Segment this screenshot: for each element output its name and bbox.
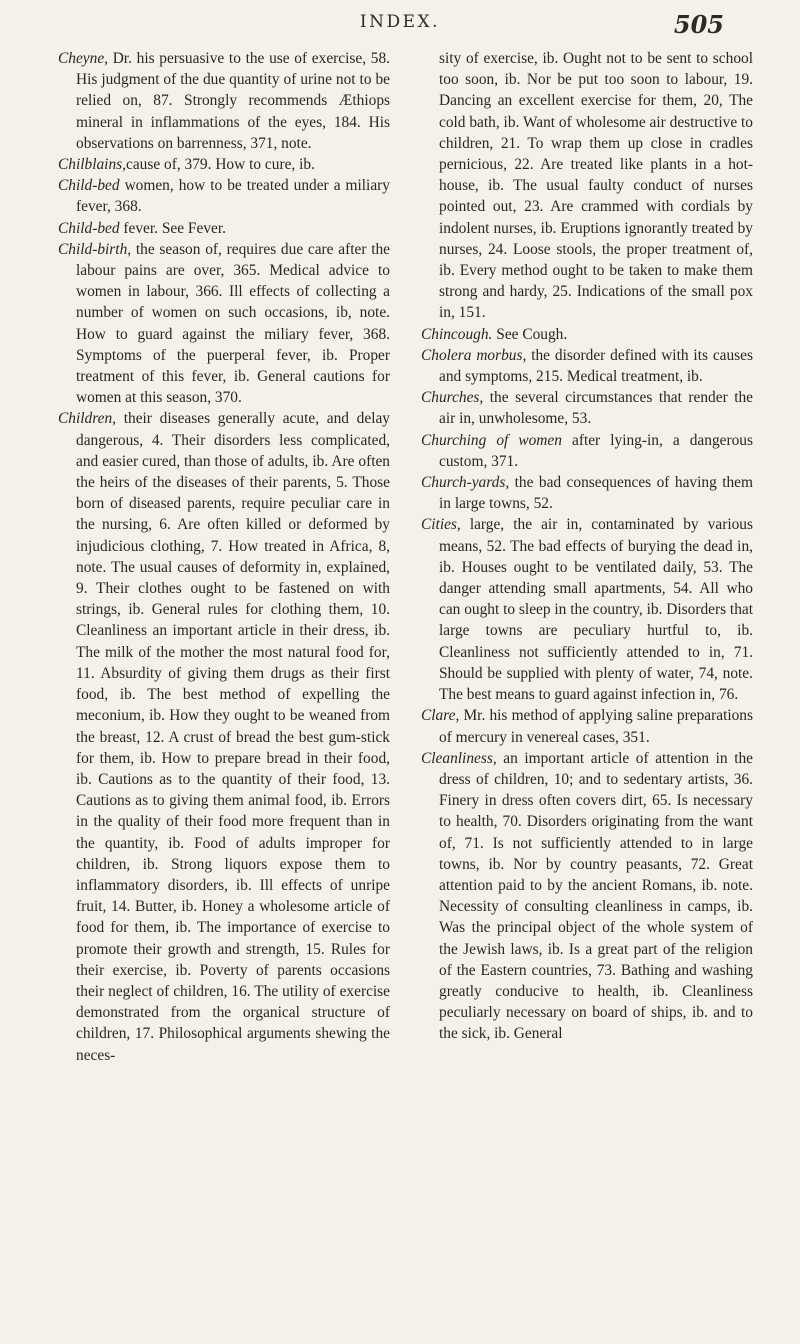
entry-term: Cheyne,	[58, 50, 108, 67]
entry-term: Chilblains,	[58, 156, 126, 174]
index-entry	[58, 154, 390, 175]
index-entry	[58, 218, 390, 239]
entry-text: women, how to be treated under a miliary fever, 368.	[76, 177, 390, 216]
index-entry	[421, 324, 753, 345]
entry-text: See Cough.	[492, 325, 568, 343]
entry-text: large, the air in, contaminated by various means, 52. The bad effects of burying the dead in, ib. Houses ought to be ventilated daily, 53. The danger attending small apartments, 54. All who can ought to sleep in the country, ib. Disorders that large towns are peculiary hurtful to, ib. Cleanliness not sufficiently attended to in, 71. Should be supplied with plenty of water, 74, note. The best means to guard against infection in, 76.	[439, 516, 754, 704]
index-entry	[421, 387, 753, 429]
entry-term: Child-bed	[58, 177, 120, 195]
entry-term: Cleanliness,	[421, 749, 497, 767]
index-entry	[58, 48, 390, 154]
running-head: INDEX.	[359, 12, 441, 32]
entry-text: cause of, 379. How to cure, ib.	[126, 156, 315, 174]
entry-term: Clare,	[421, 707, 460, 725]
entry-term: Cholera morbus,	[421, 346, 527, 364]
entry-term: Children,	[58, 410, 117, 428]
entry-term: Cities,	[421, 516, 461, 534]
entry-text: the several circumstances that render the air in, unwholesome, 53.	[439, 389, 753, 428]
index-entry	[58, 408, 390, 1065]
entry-text: after lying-in, a dangerous custom, 371.	[439, 431, 753, 470]
entry-text: the season of, requires due care after the labour pains are over, 365. Medical advice to women in labour, 366. Ill effects of collecting a number of women on such occasions, ib, note. How to guard against the miliary fever, 368. Symptoms of the puerperal fever, ib. Proper treatment of this fever, ib. General cautions for women at this season, 370.	[76, 240, 390, 407]
entry-term: Child-bed	[58, 219, 120, 237]
index-entry	[421, 345, 753, 387]
entry-text: the bad consequences of having them in large towns, 52.	[439, 474, 753, 513]
entry-text: the disorder defined with its causes and symptoms, 215. Medical treatment, ib.	[439, 346, 753, 386]
index-entry	[421, 514, 753, 705]
entry-term: Chincough.	[421, 325, 493, 343]
entry-term: Child-birth,	[58, 240, 132, 258]
entry-term: Churches,	[421, 389, 484, 407]
entry-text: their diseases generally acute, and delay dangerous, 4. Their disorders less complicated, and easier cured, than those of adults, ib. Are often the heirs of the diseases of their parents, 5. Those born of diseased parents, require peculiar care in the nursing, 6. Are often killed or deformed by injudicious clothing, 7. How treated in Africa, 8, note. The usual causes of deformity in, explained, 9. Their clothes ought to be fastened on with strings, ib. General rules for clothing them, 10. Cleanliness an important article in their dress, ib. The milk of the mother the most natural food for, 11. Absurdity of giving them drugs as their first food, ib. The best method of expelling the meconium, ib. How they ought to be weaned from the breast, 12. A crust of bread the best gum-stick for them, ib. How to prepare bread in their food, ib. Cautions as to the quantity of their food, 13. Cautions as to giving them animal food, ib. Errors in the quality of their food more frequent than in the quantity, ib. Food of adults improper for children, ib. Strong liquors expose them to inflammatory disorders, ib. Ill effects of unripe fruit, 14. Butter, ib. Honey a wholesome article of food for them, ib. The importance of exercise to promote their growth and strength, 15. Rules for their exercise, ib. Poverty of parents occasions their neglect of children, 16. The utility of exercise demonstrated from the organical structure of children, 17. Philosophical arguments shewing the neces-	[76, 410, 390, 1064]
index-entry	[421, 748, 753, 1045]
entry-term: Churching of women	[421, 431, 562, 449]
index-entry	[421, 705, 753, 747]
entry-text: sity of exercise, ib. Ought not to be sent to school too soon, ib. Nor be put too soon to labour, 19. Dancing an excellent exercise for them, 20, The cold bath, ib. Want of wholesome air destructive to children, 21. To wrap them up close in cradles pernicious, 22. Are treated like plants in a hot-house, ib. The usual faulty conduct of nurses pointed out, 23. Are crammed with cordials by indolent nurses, ib. Eruptions ignorantly treated by nurses, 24. Loose stools, the proper treatment of, ib. Every method ought to be taken to make them strong and hardy, 25. Indications of the small pox in, 151.	[439, 50, 753, 322]
page-number: 505	[673, 10, 724, 39]
entry-text: an important article of attention in the dress of children, 10; and to sedentary artists, 36. Finery in dress often covers dirt, 65. Is necessary to health, 70. Disorders originating from the want of, 71. Is not sufficiently attended to in large towns, ib. Nor by country peasants, 72. Great attention paid to by the ancient Romans, ib. note. Necessity of consulting cleanliness in camps, ib. Was the principal object of the whole system of the Jewish laws, ib. Is a great part of the religion of the Eastern countries, 73. Bathing and washing greatly conducive to health, ib. Cleanliness peculiarly necessary on board of ships, ib. and to the sick, ib. General	[439, 749, 753, 1043]
right-column	[421, 48, 753, 1045]
index-entry-continued	[421, 48, 753, 324]
entry-text: fever. See Fever.	[119, 219, 226, 237]
index-entry	[421, 430, 753, 472]
index-entry	[58, 175, 390, 217]
index-entry	[58, 239, 390, 409]
entry-term: Church-yards,	[421, 474, 510, 492]
page-header	[0, 10, 800, 38]
index-entry	[421, 472, 753, 514]
entry-text: Mr. his method of applying saline preparations of mercury in venereal cases, 351.	[439, 707, 753, 746]
entry-text: Dr. his persuasive to the use of exercise, 58. His judgment of the due quantity of urine not to be relied on, 87. Strongly recommends Æthiops mineral in inflammations of the eyes, 184. His observations on barrenness, 371, note.	[76, 50, 390, 152]
left-column	[58, 48, 390, 1066]
